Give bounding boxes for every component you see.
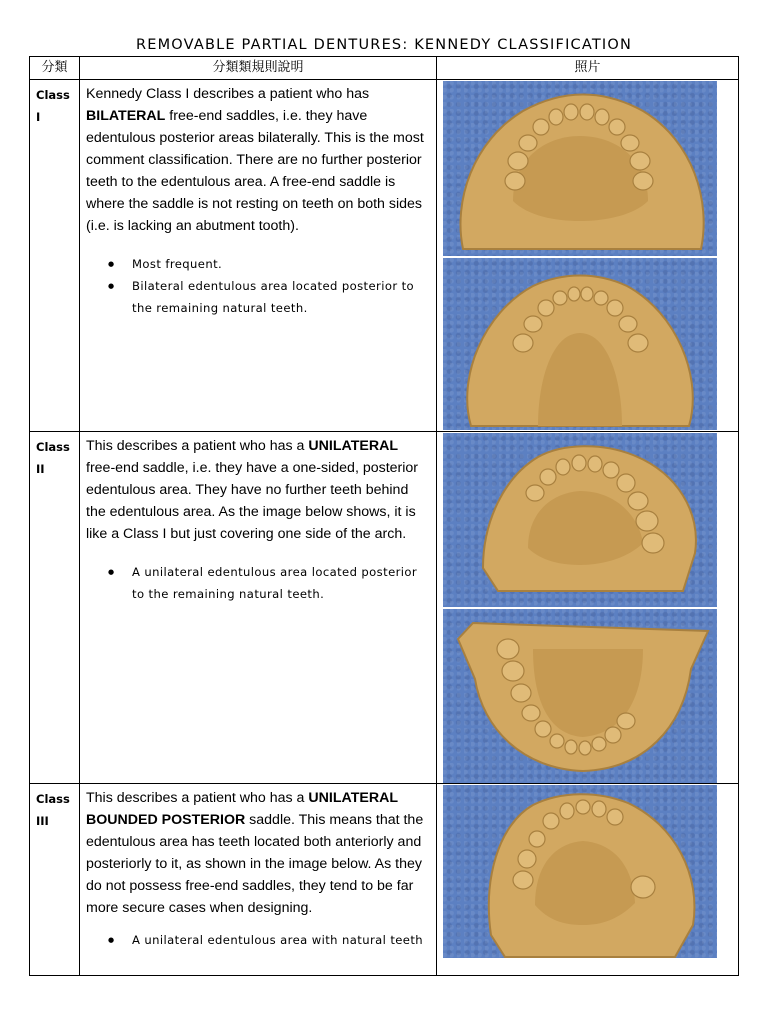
photo-cell — [437, 80, 739, 432]
class-label: Class II — [30, 432, 80, 784]
upper-arch-photo — [443, 433, 717, 607]
description-text: Kennedy Class I describes a patient who has BILATERAL free-end saddles, i.e. they have edentulous posterior areas bilaterally. This is the most comment classification. There are no further posterior teeth to the edentulous area. A free-end saddle is where the saddle is not resting on teeth on both sides (i.e. is lacking an abutment tooth). — [86, 86, 424, 234]
bullet-list — [86, 253, 430, 319]
table-row-class-3 — [30, 784, 739, 976]
list-item: ● Most frequent. — [132, 253, 430, 275]
table-row-class-1 — [30, 80, 739, 432]
class-description — [80, 432, 437, 784]
upper-arch-photo — [443, 81, 717, 256]
header-photo: 照片 — [437, 57, 739, 80]
description-text: This describes a patient who has a UNILATERAL BOUNDED POSTERIOR saddle. This means that the edentulous area has teeth located both anteriorly and posteriorly to it, as shown in the image below. As they do not possess free-end saddles, they tend to be far more secure cases when designing. — [86, 790, 424, 916]
list-item: ● A unilateral edentulous area located posterior to the remaining natural teeth. — [132, 561, 430, 605]
class-label: Class I — [30, 80, 80, 432]
photo-cell — [437, 432, 739, 784]
header-class: 分類 — [30, 57, 80, 80]
class-description — [80, 784, 437, 976]
description-text: This describes a patient who has a UNILATERAL free-end saddle, i.e. they have a one-sided, posterior edentulous area. They have no further teeth behind the edentulous area. As the image below shows, it is like a Class I but just covering one side of the arch. — [86, 438, 419, 542]
class-description — [80, 80, 437, 432]
table-row-class-2 — [30, 432, 739, 784]
page-title: REMOVABLE PARTIAL DENTURES: KENNEDY CLASSIFICATION — [135, 37, 633, 53]
photo-cell — [437, 784, 739, 976]
upper-arch-photo — [443, 785, 717, 958]
lower-arch-photo — [443, 609, 717, 783]
class-label: Class III — [30, 784, 80, 976]
list-item: ● A unilateral edentulous area with natural teeth — [132, 929, 430, 951]
list-item: ● Bilateral edentulous area located posterior to the remaining natural teeth. — [132, 275, 430, 319]
bullet-list — [86, 561, 430, 605]
classification-table — [29, 56, 739, 976]
bullet-list — [86, 929, 430, 951]
table-header-row — [30, 57, 739, 80]
header-description: 分類類規則說明 — [80, 57, 437, 80]
lower-arch-photo — [443, 258, 717, 430]
